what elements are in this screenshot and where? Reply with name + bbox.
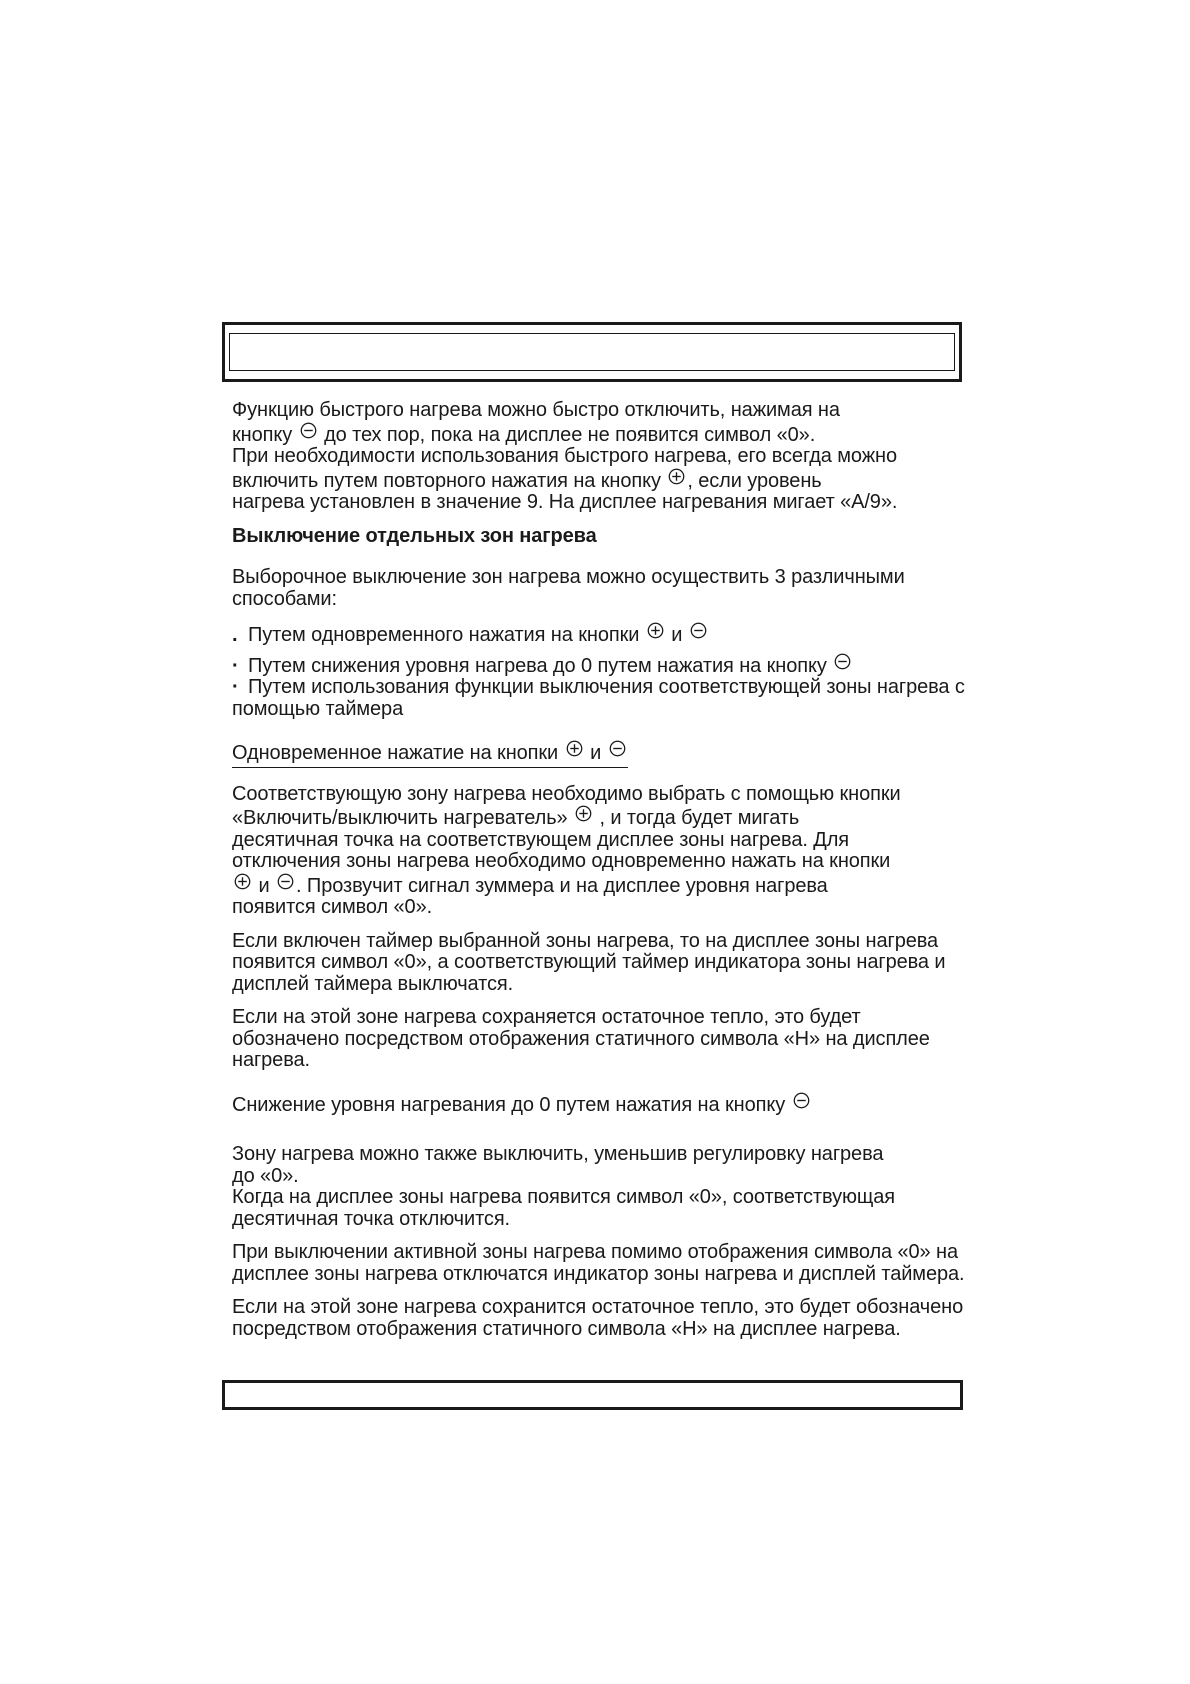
bullet-item-simultaneous: . Путем одновременного нажатия на кнопки и [232, 622, 967, 647]
subheading-simultaneous: Одновременное нажатие на кнопки и [232, 740, 967, 768]
paragraph-residual-heat-2: Если на этой зоне нагрева сохранится остаточное тепло, это будет обозначено посредством отображения статичного символа «H» на дисплее нагрева. [232, 1296, 964, 1340]
bullet-item-timer: · Путем использования функции выключения соответствующей зоны нагрева с помощью таймера [232, 676, 965, 720]
paragraph-timer-zone: Если включен таймер выбранной зоны нагрева, то на дисплее зоны нагрева появится символ «0», а соответствующий таймер индикатора зоны нагрева и дисплей таймера выключатся. [232, 929, 946, 995]
plus-button-icon [566, 740, 583, 757]
bullet-item-reduce-level: · Путем снижения уровня нагрева до 0 путем нажатия на кнопку [232, 653, 967, 678]
footer-frame [222, 1380, 963, 1410]
minus-button-icon [609, 740, 626, 757]
plus-button-icon [647, 622, 664, 639]
paragraph-reduce-to-zero: Зону нагрева можно также выключить, уменьшив регулировку нагрева до «0». Когда на дисплее зоны нагрева появится символ «0», соответствующая десятичная точка отключится. [232, 1143, 895, 1230]
minus-button-icon [793, 1092, 810, 1109]
bullet-icon: · [232, 676, 239, 698]
paragraph-quick-heat-off: Функцию быстрого нагрева можно быстро отключить, нажимая на кнопку до тех пор, пока на дисплее не появится символ «0». При необходимости использования быстрого нагрева, его всегда можно включить путем повторного нажатия на кнопку , если уровень нагрева установлен в значение 9. На дисплее нагревания мигает «A/9». [232, 399, 898, 513]
paragraph-residual-heat-1: Если на этой зоне нагрева сохраняется остаточное тепло, это будет обозначено посредством отображения статичного символа «H» на дисплее нагрева. [232, 1006, 930, 1071]
minus-button-icon [690, 622, 707, 639]
section-heading: Выключение отдельных зон нагрева [232, 524, 597, 547]
minus-button-icon [300, 422, 317, 439]
bullet-icon: · [232, 654, 239, 677]
header-title-box [229, 333, 955, 371]
paragraph-active-zone-off: При выключении активной зоны нагрева помимо отображения символа «0» на дисплее зоны нагрева отключатся индикатор зоны нагрева и дисплей таймера. [232, 1241, 965, 1285]
bullet-icon: . [232, 624, 238, 646]
subheading-reduce-level: Снижение уровня нагревания до 0 путем нажатия на кнопку [232, 1092, 967, 1117]
paragraph-select-zone: Соответствующую зону нагрева необходимо выбрать с помощью кнопки «Включить/выключить нагреватель» , и тогда будет мигать десятичная точка на соответствующем дисплее зоны нагрева. Для отключения зоны нагрева необходимо одновременно нажать на кнопки и . Прозвучит сигнал зуммера и на дисплее уровня нагрева появится символ «0». [232, 782, 901, 918]
page-content [232, 400, 967, 1340]
plus-button-icon [575, 805, 592, 822]
minus-button-icon [277, 873, 294, 890]
plus-button-icon [668, 468, 685, 485]
plus-button-icon [234, 873, 251, 890]
paragraph-methods-intro: Выборочное выключение зон нагрева можно осуществить 3 различными способами: [232, 566, 905, 610]
minus-button-icon [834, 653, 851, 670]
